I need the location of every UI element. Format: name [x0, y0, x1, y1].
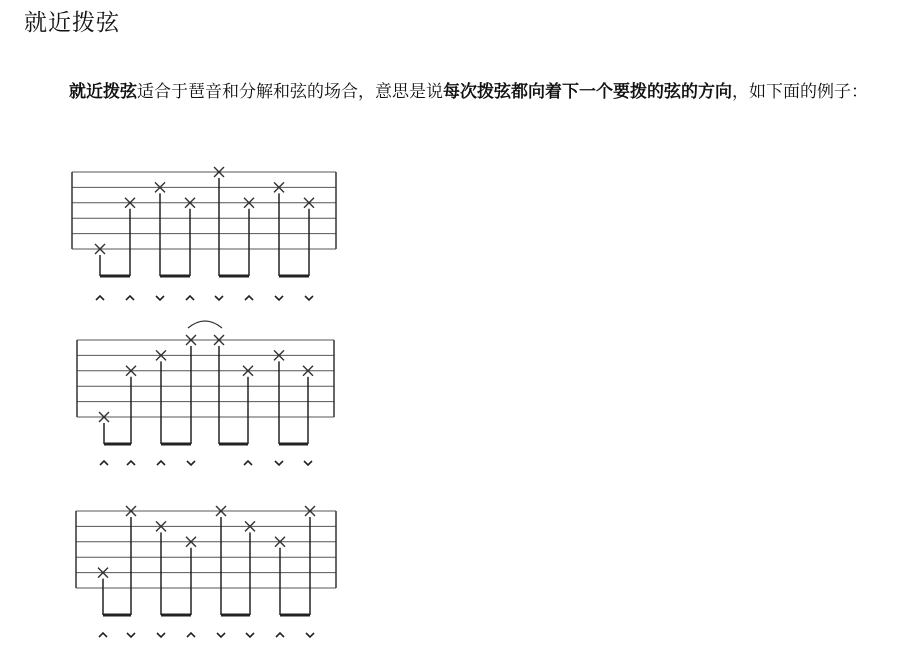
stroke-down-mark — [187, 461, 195, 465]
stroke-down-mark — [304, 461, 312, 465]
intro-text-1: 适合于琶音和分解和弦的场合，意思是说 — [137, 82, 443, 102]
tab-example-1 — [72, 167, 336, 300]
stroke-up-mark — [187, 633, 195, 637]
stroke-up-mark — [186, 296, 194, 300]
stroke-down-mark — [215, 296, 223, 300]
stroke-up-mark — [244, 461, 252, 465]
emphasis-bold: 每次拨弦都向着下一个要拨的弦的方向 — [443, 82, 732, 102]
stroke-up-mark — [99, 633, 107, 637]
stroke-down-mark — [127, 633, 135, 637]
stroke-up-mark — [276, 633, 284, 637]
intro-text-2: ，如下面的例子： — [732, 82, 868, 102]
page-title: 就近拨弦 — [24, 10, 120, 36]
stroke-up-mark — [157, 461, 165, 465]
tab-example-2 — [77, 321, 334, 465]
stroke-up-mark — [126, 296, 134, 300]
stroke-down-mark — [275, 296, 283, 300]
stroke-up-mark — [245, 296, 253, 300]
stroke-up-mark — [127, 461, 135, 465]
tie-arc — [188, 321, 222, 328]
stroke-up-mark — [100, 461, 108, 465]
stroke-up-mark — [96, 296, 104, 300]
stroke-down-mark — [156, 296, 164, 300]
tab-example-3 — [76, 506, 336, 637]
stroke-down-mark — [275, 461, 283, 465]
stroke-down-mark — [217, 633, 225, 637]
stroke-down-mark — [246, 633, 254, 637]
stroke-down-mark — [157, 633, 165, 637]
stroke-down-mark — [306, 633, 314, 637]
term-bold: 就近拨弦 — [69, 82, 137, 102]
stroke-down-mark — [305, 296, 313, 300]
